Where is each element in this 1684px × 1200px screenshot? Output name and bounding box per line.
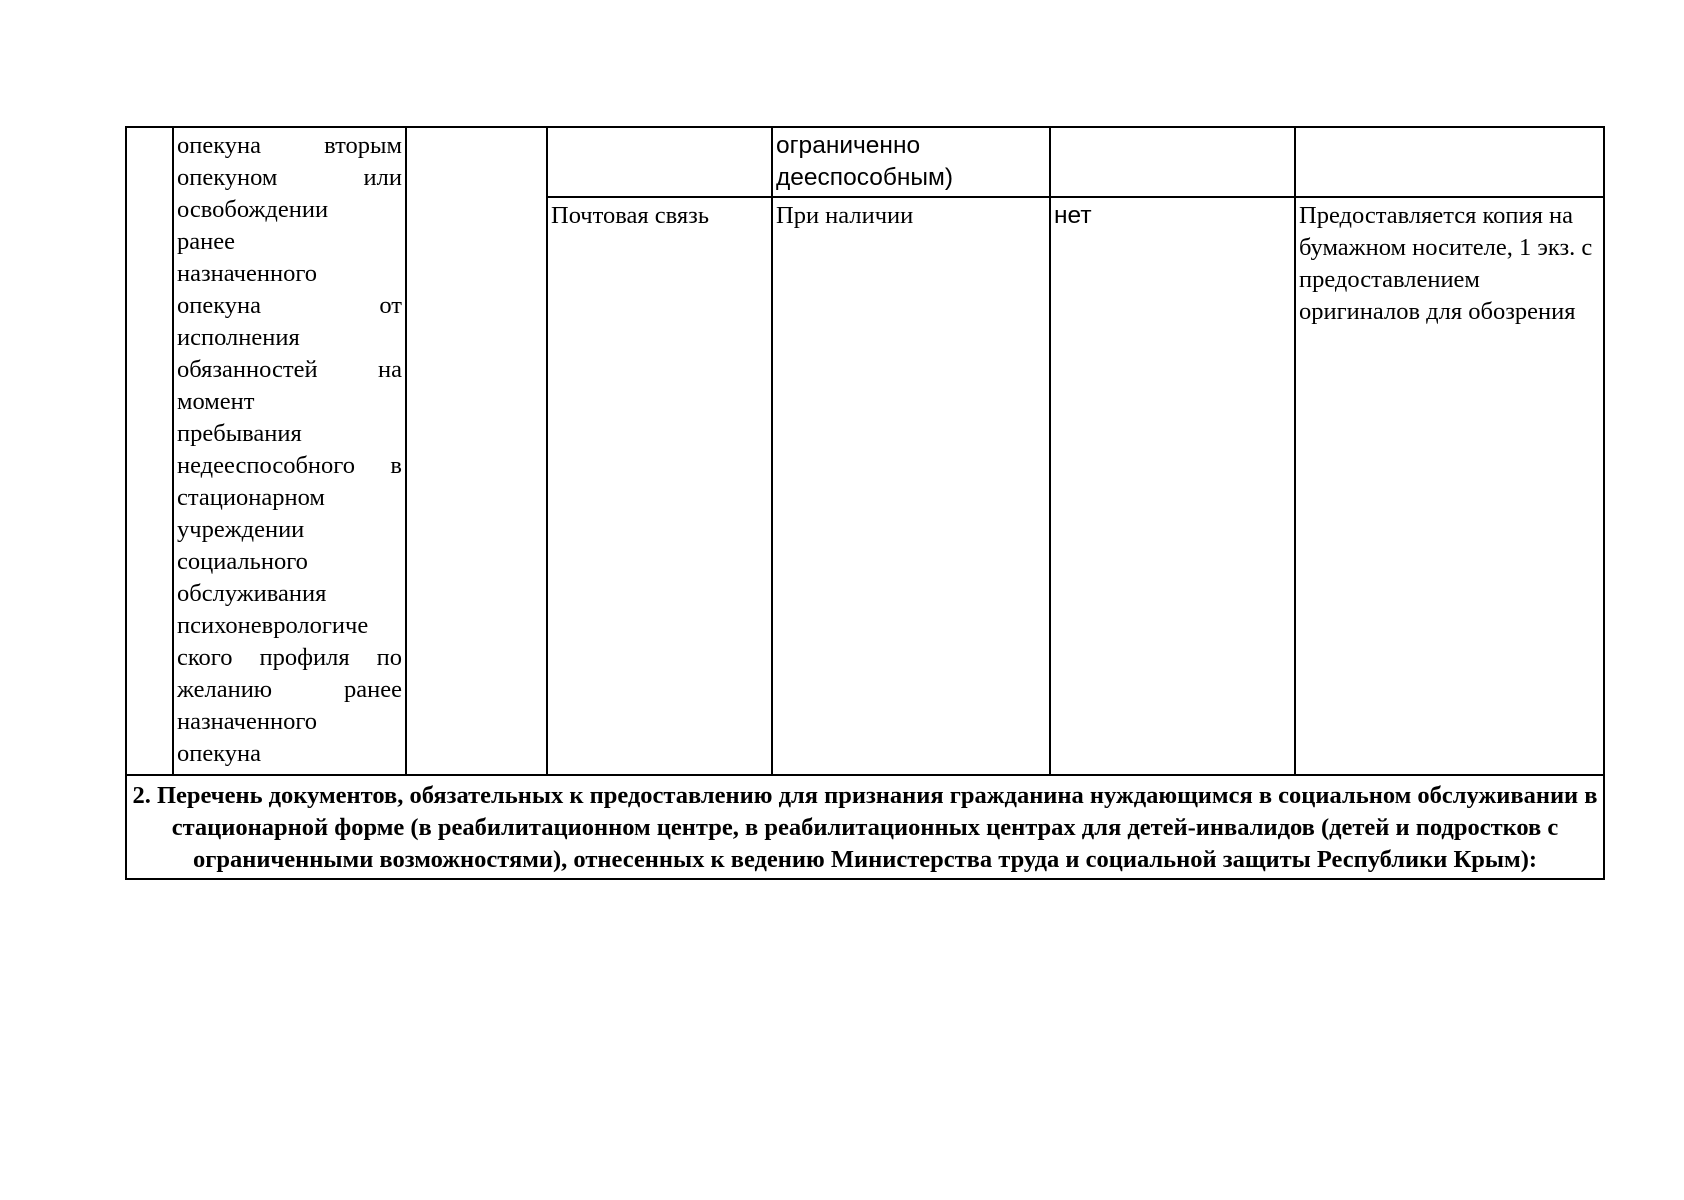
table-cell-delivery-method: Почтовая связь — [547, 197, 772, 775]
description-line: обязанностей на — [177, 356, 402, 383]
table-cell-requirement: нет — [1050, 197, 1295, 775]
description-line: недееспособного в — [177, 452, 402, 479]
table-row — [126, 127, 1604, 197]
description-line: социального — [177, 548, 308, 575]
table-cell-empty — [406, 127, 547, 775]
description-line: исполнения — [177, 324, 300, 351]
description-line: опекуна — [177, 740, 262, 767]
description-line: опекуна от — [177, 292, 402, 319]
description-line: стационарном — [177, 484, 325, 511]
table-cell-empty — [547, 127, 772, 197]
table-row — [126, 775, 1604, 879]
table-cell-condition-top: ограниченно дееспособным) — [772, 127, 1050, 197]
table-cell-empty — [1295, 127, 1604, 197]
table-cell-condition: При наличии — [772, 197, 1050, 775]
description-line: опекуном или — [177, 164, 402, 191]
description-line: ранее — [177, 228, 235, 255]
description-line: ского профиля по — [177, 644, 402, 671]
description-line: пребывания — [177, 420, 302, 447]
documents-table — [125, 126, 1605, 880]
description-line: назначенного — [177, 260, 318, 287]
description-line: момент — [177, 388, 255, 415]
table-cell-number — [126, 127, 173, 775]
table-cell-description — [173, 127, 406, 775]
description-line: учреждении — [177, 516, 305, 543]
table-cell-note: Предоставляется копия на бумажном носителе, 1 экз. с предоставлением оригиналов для обозрения — [1295, 197, 1604, 775]
section-heading: 2. Перечень документов, обязательных к предоставлению для признания гражданина нуждающимся в социальном обслуживании в стационарной форме (в реабилитационном центре, в реабилитационных центрах для детей-инвалидов (детей и подростков с ограниченными возможностями), отнесенных к ведению Министерства труда и социальной защиты Республики Крым): — [126, 775, 1604, 879]
table-cell-empty — [1050, 127, 1295, 197]
description-line: психоневрологиче — [177, 612, 369, 639]
description-line: опекуна вторым — [177, 132, 402, 159]
description-line: обслуживания — [177, 580, 327, 607]
description-line: желанию ранее — [177, 676, 402, 703]
description-line: назначенного — [177, 708, 318, 735]
description-line: освобождении — [177, 196, 329, 223]
